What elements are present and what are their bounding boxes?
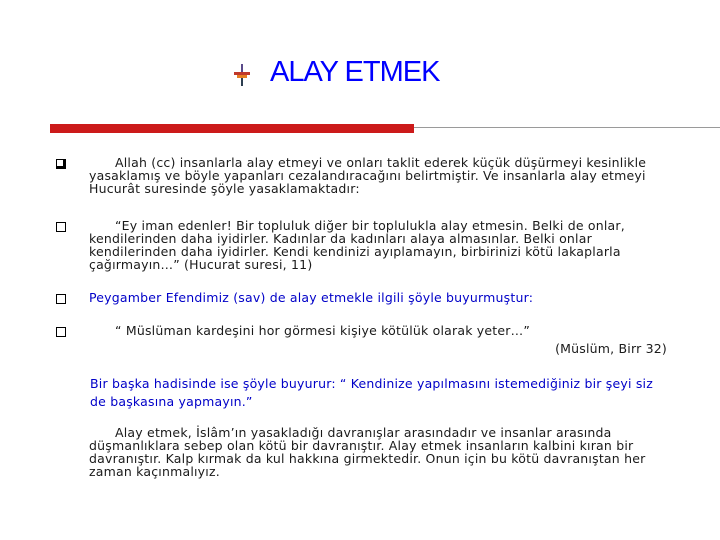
page-title: ALAY ETMEK — [270, 56, 440, 88]
divider-red-bar — [50, 124, 414, 133]
bullet-text-1: Allah (cc) insanlarla alay etmeyi ve onları taklit ederek küçük düşürmeyi kesinlikle yasaklamış ve böyle yapanları cezalandıracağını belirtmiştir. Ve insanlarla alay etmeyi Hucurât suresinde şöyle yasaklamaktadır: — [89, 155, 647, 196]
hadith-note: Bir başka hadisinde ise şöyle buyurur: “ Kendinize yapılmasını istemediğiniz bir şeyi siz de başkasına yapmayın.” — [90, 376, 653, 409]
pushpin-icon — [232, 64, 252, 86]
bullet-square-icon — [56, 294, 66, 304]
bullet-square-icon — [56, 327, 66, 337]
bullet-text-2: “Ey iman edenler! Bir topluluk diğer bir toplulukla alay etmesin. Belki de onlar, kendilerinden daha iyidirler. Kadınlar da kadınları alaya almasınlar. Belki onlar kendilerinden daha iyidirler. Kendi kendinizi ayıplamayın, birbirinizi kötü lakaplarla çağırmayın…” (Hucurat suresi, 11) — [89, 218, 625, 272]
bullet-text-4: “ Müslüman kardeşini hor görmesi kişiye kötülük olarak yeter…” — [115, 323, 530, 338]
divider-gray-line — [414, 127, 720, 128]
bullet-square-icon — [56, 159, 66, 169]
bullet-text-3: Peygamber Efendimiz (sav) de alay etmekle ilgili şöyle buyurmuştur: — [89, 290, 534, 305]
citation: (Müslüm, Birr 32) — [555, 341, 667, 356]
closing-paragraph: Alay etmek, İslâm’ın yasakladığı davranışlar arasındadır ve insanlar arasında düşmanlıklara sebep olan kötü bir davranıştır. Alay etmek insanların kalbini kıran bir davranıştır. Kalp kırmak da kul hakkına girmektedir. Onun için bu kötü davranıştan her zaman kaçınmalıyız. — [89, 425, 646, 479]
bullet-square-icon — [56, 222, 66, 232]
